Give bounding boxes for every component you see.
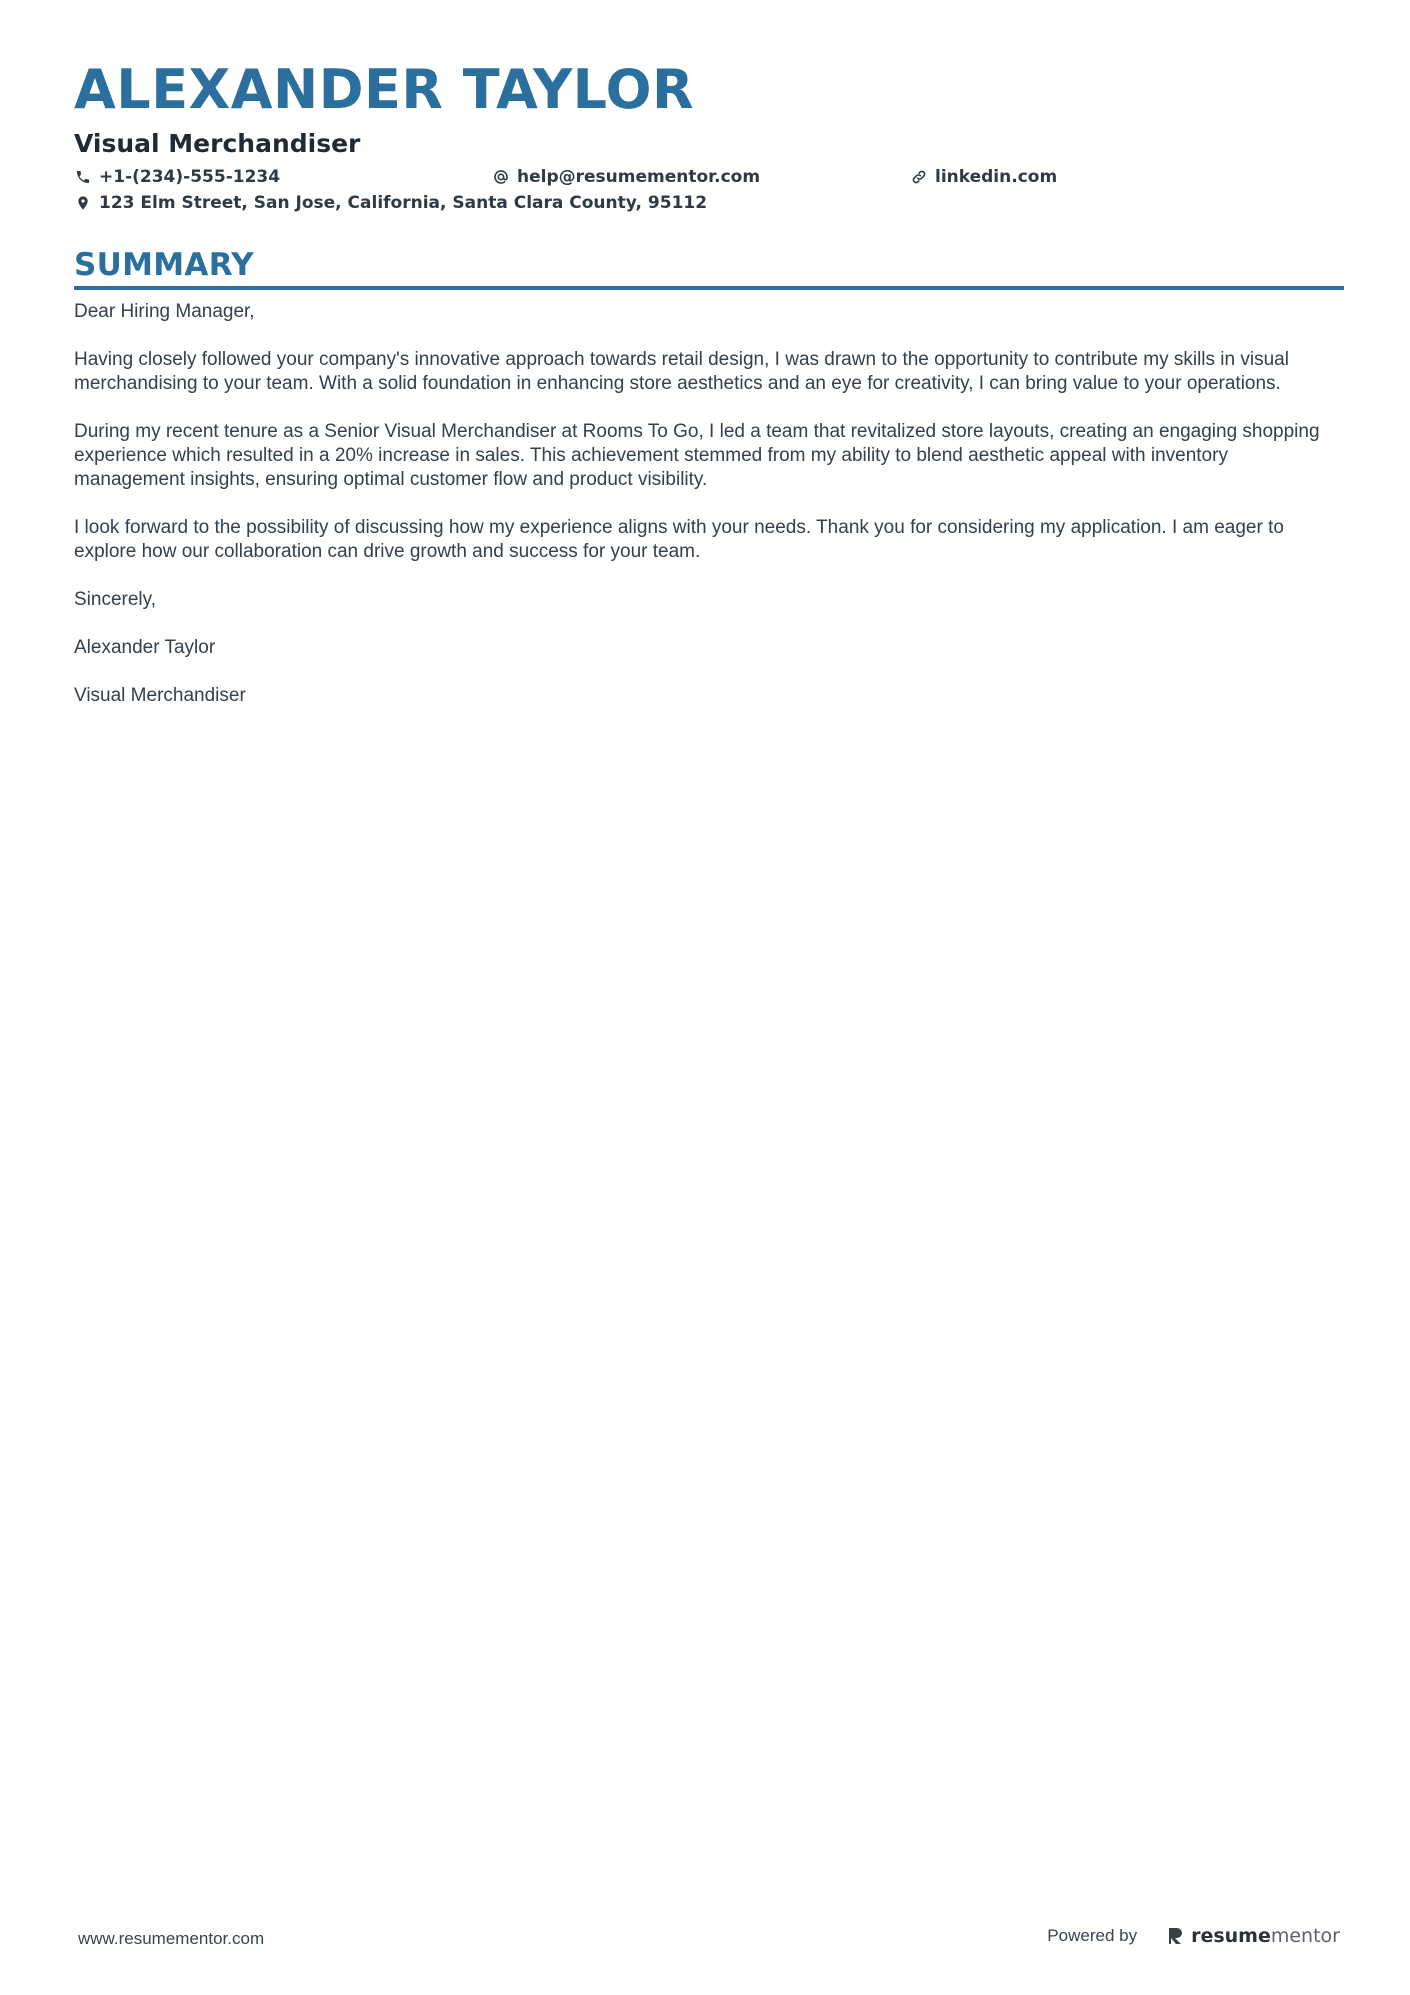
signature-title: Visual Merchandiser	[74, 685, 246, 706]
powered-by-label: Powered by	[1047, 1926, 1138, 1945]
at-icon	[492, 169, 509, 186]
section-divider	[74, 286, 1344, 290]
letter-paragraph: Having closely followed your company's innovative approach towards retail design, I was drawn to the opportunity to contribute my skills in visual merchandising to your team. With a solid foundation in enhancing store aesthetics and an eye for creativity, I can bring value to your operations.	[74, 349, 1289, 394]
letter-closing: Sincerely,	[74, 589, 157, 610]
contact-phone	[74, 167, 492, 187]
phone-icon	[74, 169, 91, 186]
resume-page	[74, 58, 1344, 732]
candidate-name: ALEXANDER TAYLOR	[74, 58, 695, 121]
letter-greeting: Dear Hiring Manager,	[74, 301, 255, 322]
job-title: Visual Merchandiser	[74, 129, 361, 158]
summary-heading: SUMMARY	[74, 247, 254, 283]
linkedin-text[interactable]: linkedin.com	[935, 167, 1058, 187]
phone-text[interactable]: +1-(234)-555-1234	[99, 167, 281, 187]
contact-row-2	[74, 190, 1344, 216]
email-text[interactable]: help@resumementor.com	[517, 167, 761, 187]
letter-paragraph: I look forward to the possibility of discussing how my experience aligns with your needs. Thank you for considering my application. I am eager to explore how our collaboration can drive growth and success for your team.	[74, 517, 1284, 562]
cover-letter-body	[74, 300, 1344, 708]
brand-text-part1: resume	[1191, 1925, 1271, 1947]
contact-email	[492, 167, 910, 187]
brand-logo[interactable]	[1167, 1925, 1340, 1947]
location-pin-icon	[74, 195, 91, 212]
link-icon	[910, 169, 927, 186]
contact-address	[74, 193, 707, 213]
resumementor-logo-icon	[1167, 1926, 1185, 1946]
signature-name: Alexander Taylor	[74, 637, 216, 658]
footer-branding	[1047, 1925, 1340, 1947]
address-text: 123 Elm Street, San Jose, California, Santa Clara County, 95112	[99, 193, 708, 213]
contact-row-1	[74, 164, 1344, 190]
footer-website[interactable]: www.resumementor.com	[78, 1929, 265, 1948]
contact-linkedin	[910, 167, 1057, 187]
letter-paragraph: During my recent tenure as a Senior Visual Merchandiser at Rooms To Go, I led a team that revitalized store layouts, creating an engaging shopping experience which resulted in a 20% increase in sales. This achievement stemmed from my ability to blend aesthetic appeal with inventory management insights, ensuring optimal customer flow and product visibility.	[74, 421, 1320, 490]
brand-text-part2: mentor	[1270, 1925, 1340, 1947]
